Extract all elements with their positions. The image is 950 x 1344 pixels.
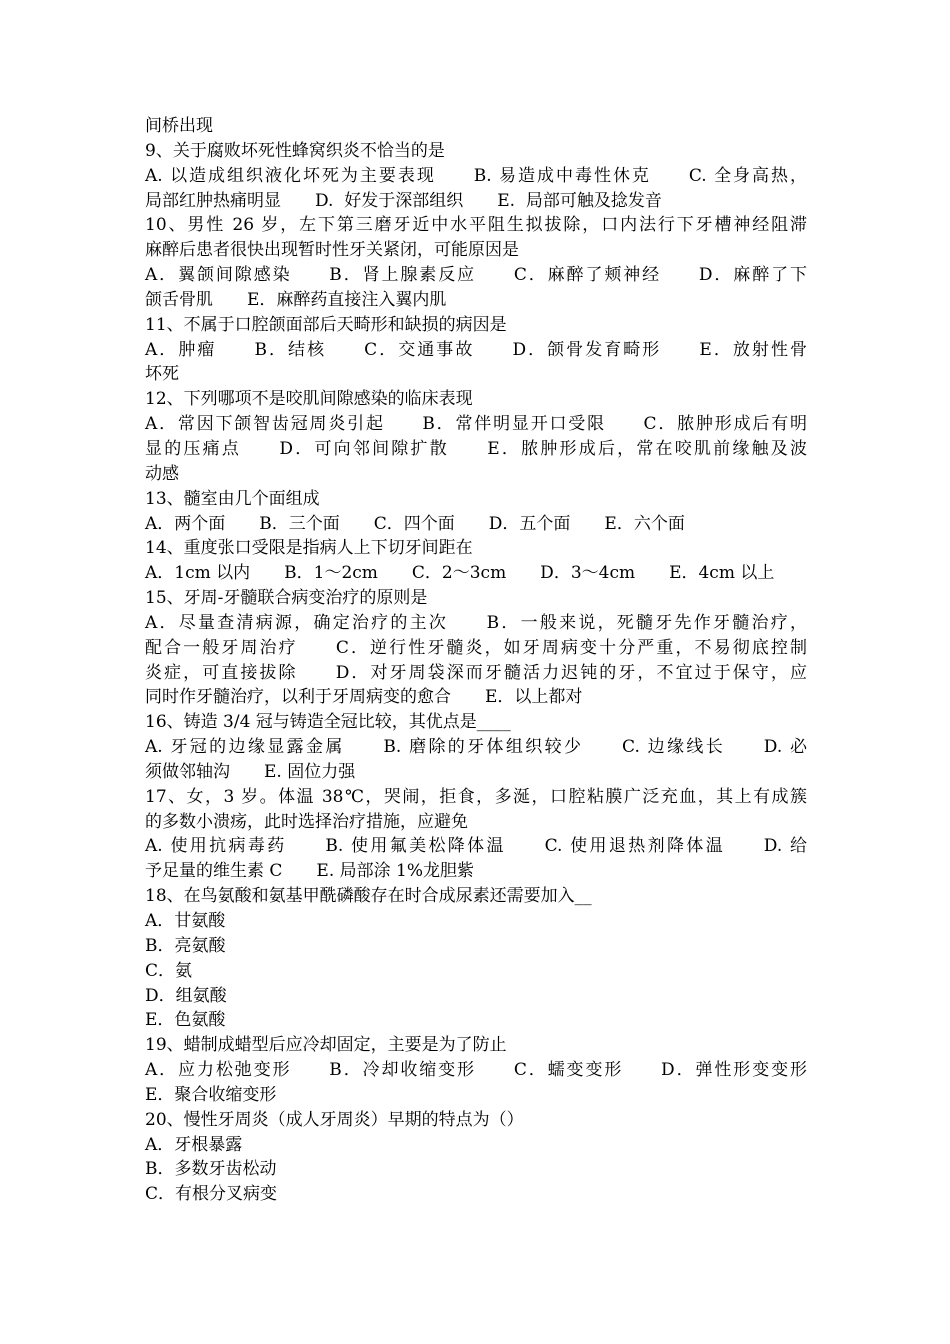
question-9-stem: 9、关于腐败坏死性蜂窝织炎不恰当的是	[145, 140, 445, 161]
question-9-options: A. 以造成组织液化坏死为主要表现 B. 易造成中毒性休克 C. 全身高热，	[145, 165, 807, 186]
question-20-stem: 20、慢性牙周炎（成人牙周炎）早期的特点为（）	[145, 1109, 524, 1130]
question-18-option-d: D．组氨酸	[145, 985, 227, 1006]
question-17-options-cont: 予足量的维生素 C E. 局部涂 1%龙胆紫	[145, 861, 475, 882]
question-19-stem: 19、蜡制成蜡型后应冷却固定，主要是为了防止	[145, 1035, 507, 1056]
question-10-options-cont: 颌舌骨肌 E．麻醉药直接注入翼内肌	[145, 289, 447, 310]
question-15-stem: 15、牙周-牙髓联合病变治疗的原则是	[145, 588, 428, 609]
text-line: 间桥出现	[145, 116, 213, 136]
question-18-option-b: B．亮氨酸	[145, 935, 226, 956]
question-16-stem: 16、铸造 3/4 冠与铸造全冠比较，其优点是____	[145, 712, 511, 733]
question-12-options-end: 动感	[145, 463, 179, 484]
question-20-option-a: A．牙根暴露	[145, 1134, 243, 1155]
question-18-option-c: C．氨	[145, 960, 193, 981]
question-15-options-cont2: 炎症，可直接拔除 D．对牙周袋深而牙髓活力迟钝的牙，不宜过于保守，应	[145, 662, 807, 683]
question-12-options: A．常因下颌智齿冠周炎引起 B．常伴明显开口受限 C．脓肿形成后有明	[145, 414, 807, 435]
question-13-options: A．两个面 B．三个面 C．四个面 D．五个面 E．六个面	[145, 513, 685, 534]
question-16-options: A. 牙冠的边缘显露金属 B. 磨除的牙体组织较少 C. 边缘线长 D. 必	[145, 737, 807, 758]
question-18-option-e: E．色氨酸	[145, 1010, 226, 1031]
question-11-options-cont: 坏死	[145, 364, 179, 385]
question-12-options-cont: 显的压痛点 D．可向邻间隙扩散 E．脓肿形成后，常在咬肌前缘触及波	[145, 438, 807, 459]
question-9-options-cont: 局部红肿热痛明显 D. 好发于深部组织 E. 局部可触及捻发音	[145, 190, 662, 211]
question-18-option-a: A．甘氨酸	[145, 911, 226, 931]
question-17-stem: 17、女，3 岁。体温 38℃，哭闹，拒食，多涎，口腔粘膜广泛充血，其上有成簇	[145, 786, 807, 807]
question-20-option-c: C．有根分叉病变	[145, 1184, 278, 1205]
question-15-options: A．尽量查清病源，确定治疗的主次 B．一般来说，死髓牙先作牙髓治疗，	[145, 612, 807, 633]
question-17-options: A. 使用抗病毒药 B. 使用氟美松降体温 C. 使用退热剂降体温 D. 给	[145, 836, 807, 857]
question-10-stem: 10、男性 26 岁，左下第三磨牙近中水平阻生拟拔除，口内法行下牙槽神经阻滞	[145, 215, 807, 236]
question-18-stem: 18、在鸟氨酸和氨基甲酰磷酸存在时合成尿素还需要加入__	[145, 886, 592, 907]
question-11-options: A．肿瘤 B．结核 C．交通事故 D．颌骨发育畸形 E．放射性骨	[145, 339, 807, 360]
question-12-stem: 12、下列哪项不是咬肌间隙感染的临床表现	[145, 389, 473, 410]
question-13-stem: 13、髓室由几个面组成	[145, 488, 320, 509]
question-10-stem-cont: 麻醉后患者很快出现暂时性牙关紧闭，可能原因是	[145, 240, 519, 261]
question-14-options: A．1cm 以内 B．1～2cm C．2～3cm D．3～4cm E．4cm 以上	[145, 563, 775, 584]
question-15-options-end: 同时作牙髓治疗，以利于牙周病变的愈合 E．以上都对	[145, 687, 583, 708]
question-17-stem-cont: 的多数小溃疡，此时选择治疗措施，应避免	[145, 811, 468, 832]
question-16-options-cont: 须做邻轴沟 E. 固位力强	[145, 761, 356, 782]
question-19-options-cont: E．聚合收缩变形	[145, 1084, 277, 1105]
question-14-stem: 14、重度张口受限是指病人上下切牙间距在	[145, 538, 473, 559]
question-10-options: A．翼颌间隙感染 B．肾上腺素反应 C．麻醉了颊神经 D．麻醉了下	[145, 265, 807, 286]
question-11-stem: 11、不属于口腔颌面部后天畸形和缺损的病因是	[145, 314, 507, 335]
document-body	[145, 114, 807, 1207]
question-20-option-b: B．多数牙齿松动	[145, 1159, 277, 1180]
question-15-options-cont: 配合一般牙周治疗 C．逆行性牙髓炎，如牙周病变十分严重，不易彻底控制	[145, 637, 807, 658]
question-19-options: A．应力松弛变形 B．冷却收缩变形 C．蠕变变形 D．弹性形变变形	[145, 1060, 807, 1081]
